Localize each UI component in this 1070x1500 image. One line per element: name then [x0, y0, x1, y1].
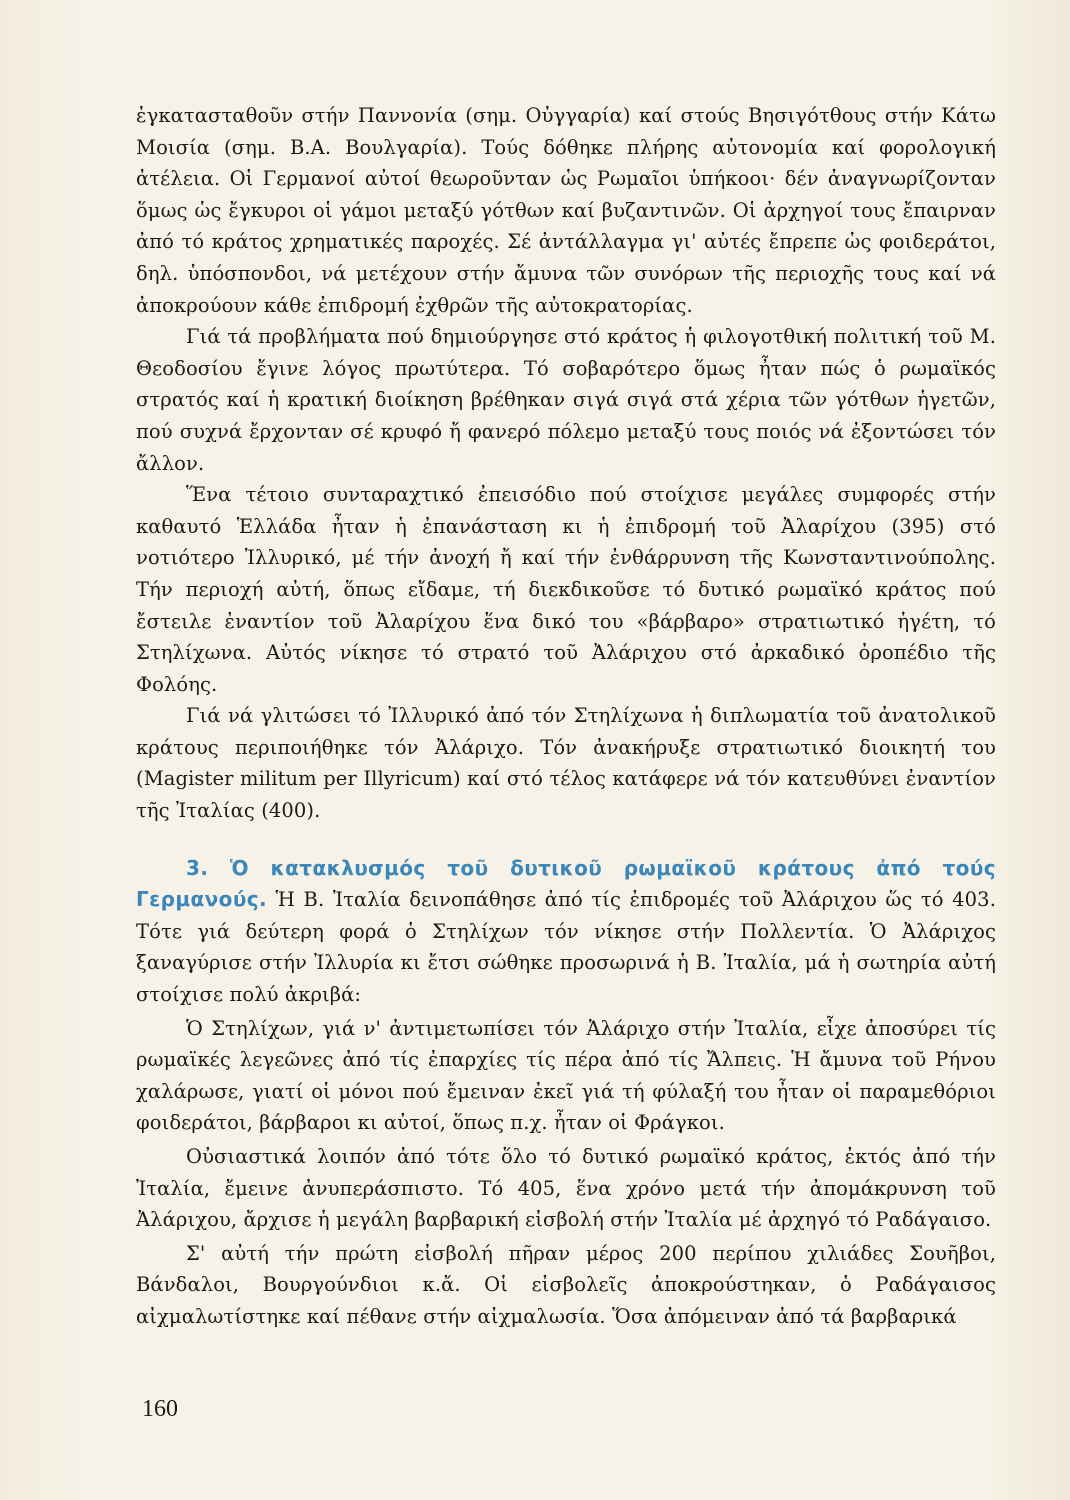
paragraph-theodosius-policy: Γιά τά προβλήματα πού δημιούργησε στό κράτος ἡ φιλογοτθική πολιτική τοῦ Μ. Θεοδοσίου ἔγινε λόγος πρωτύτερα. Τό σοβαρότερο ὅμως ἦταν πώς ὁ ρωμαϊκός στρατός καί ἡ κρατική διοίκηση βρέθηκαν σιγά σιγά στά χέρια τῶν γότθων ἡγετῶν, πού συχνά ἔρχονταν σέ κρυφό ἤ φανερό πόλεμο μεταξύ τους ποιός νά ἐξοντώσει τόν ἄλλον.	[136, 325, 996, 475]
section-lead-text: Ἡ Β. Ἰταλία δεινοπάθησε ἀπό τίς ἐπιδρομές τοῦ Ἀλάριχου ὥς τό 403. Τότε γιά δεύτερη φορά ὁ Στηλίχων τόν νίκησε στήν Πολλεντία. Ὁ Ἀλάριχος ξαναγύρισε στήν Ἰλλυρία κι ἔτσι σώθηκε προσωρινά ἡ Β. Ἰταλία, μά ἡ σωτηρία αὐτή στοίχισε πολύ ἀκριβά:	[136, 888, 996, 1007]
paragraph-continuation: ἐγκατασταθοῦν στήν Παννονία (σημ. Οὐγγαρία) καί στούς Βησιγότθους στήν Κάτω Μοισία (σημ. Β.Α. Βουλγαρία). Τούς δόθηκε πλήρης αὐτονομία καί φορολογική ἀτέλεια. Οἱ Γερμανοί αὐτοί θεωροῦνταν ὡς Ρωμαῖοι ὑπήκοοι· δέν ἀναγνωρίζονταν ὅμως ὡς ἔγκυροι οἱ γάμοι μεταξύ γότθων καί βυζαντινῶν. Οἱ ἀρχηγοί τους ἔπαιρναν ἀπό τό κράτος χρηματικές παροχές. Σέ ἀντάλλαγμα γι' αὐτές ἔπρεπε ὡς φοιδεράτοι, δηλ. ὑπόσπονδοι, νά μετέχουν στήν ἄμυνα τῶν συνόρων τῆς περιοχῆς τους καί νά ἀποκρούουν κάθε ἐπιδρομή ἐχθρῶν τῆς αὐτοκρατορίας.	[136, 104, 996, 317]
page-text-block	[136, 100, 996, 1333]
paragraph-illyricum-diplomacy: Γιά νά γλιτώσει τό Ἰλλυρικό ἀπό τόν Στηλίχωνα ἡ διπλωματία τοῦ ἀνατολικοῦ κράτους περιποιήθηκε τόν Ἀλάριχο. Τόν ἀνακήρυξε στρατιωτικό διοικητή του (Magister militum per Illyricum) καί στό τέλος κατάφερε νά τόν κατευθύνει ἐναντίον τῆς Ἰταλίας (400).	[136, 704, 996, 823]
section-heading: 3. Ὁ κατακλυσμός τοῦ δυτικοῦ ρωμαϊκοῦ κράτους ἀπό τούς Γερμανούς.	[136, 855, 996, 912]
paragraph-west-undefended: Οὐσιαστικά λοιπόν ἀπό τότε ὅλο τό δυτικό ρωμαϊκό κράτος, ἐκτός ἀπό τήν Ἰταλία, ἔμεινε ἀνυπεράσπιστο. Τό 405, ἕνα χρόνο μετά τήν ἀπομάκρυνση τοῦ Ἀλάριχου, ἄρχισε ἡ μεγάλη βαρβαρική εἰσβολή στήν Ἰταλία μέ ἀρχηγό τό Ραδάγαισο.	[136, 1145, 996, 1232]
paragraph-first-invasion: Σ' αὐτή τήν πρώτη εἰσβολή πῆραν μέρος 200 περίπου χιλιάδες Σουῆβοι, Βάνδαλοι, Βουργούνδιοι κ.ἄ. Οἱ εἰσβολεῖς ἀποκρούστηκαν, ὁ Ραδάγαισος αἰχμαλωτίστηκε καί πέθανε στήν αἰχμαλωσία. Ὅσα ἀπόμειναν ἀπό τά βαρβαρικά	[136, 1241, 996, 1328]
paragraph-stilicho-withdrawal: Ὁ Στηλίχων, γιά ν' ἀντιμετωπίσει τόν Ἀλάριχο στήν Ἰταλία, εἶχε ἀποσύρει τίς ρωμαϊκές λεγεῶνες ἀπό τίς ἐπαρχίες τίς πέρα ἀπό τίς Ἄλπεις. Ἡ ἄμυνα τοῦ Ρήνου χαλάρωσε, γιατί οἱ μόνοι πού ἔμειναν ἐκεῖ γιά τή φύλαξή του ἦταν οἱ παραμεθόριοι φοιδεράτοι, βάρβαροι κι αὐτοί, ὅπως π.χ. ἦταν οἱ Φράγκοι.	[136, 1016, 996, 1135]
section-3-paragraph	[136, 853, 996, 1011]
page-number: 160	[142, 1396, 178, 1422]
paragraph-alaric-revolt: Ἕνα τέτοιο συνταραχτικό ἐπεισόδιο πού στοίχισε μεγάλες συμφορές στήν καθαυτό Ἑλλάδα ἦταν ἡ ἐπανάσταση κι ἡ ἐπιδρομή τοῦ Ἀλαρίχου (395) στό νοτιότερο Ἰλλυρικό, μέ τήν ἀνοχή ἤ καί τήν ἐνθάρρυνση τῆς Κωνσταντινούπολης. Τήν περιοχή αὐτή, ὅπως εἴδαμε, τή διεκδικοῦσε τό δυτικό ρωμαϊκό κράτος πού ἔστειλε ἐναντίον τοῦ Ἀλαρίχου ἕνα δικό του «βάρβαρο» στρατιωτικό ἡγέτη, τό Στηλίχωνα. Αὐτός νίκησε τό στρατό τοῦ Ἀλάριχου στό ἀρκαδικό ὀροπέδιο τῆς Φολόης.	[136, 483, 996, 696]
